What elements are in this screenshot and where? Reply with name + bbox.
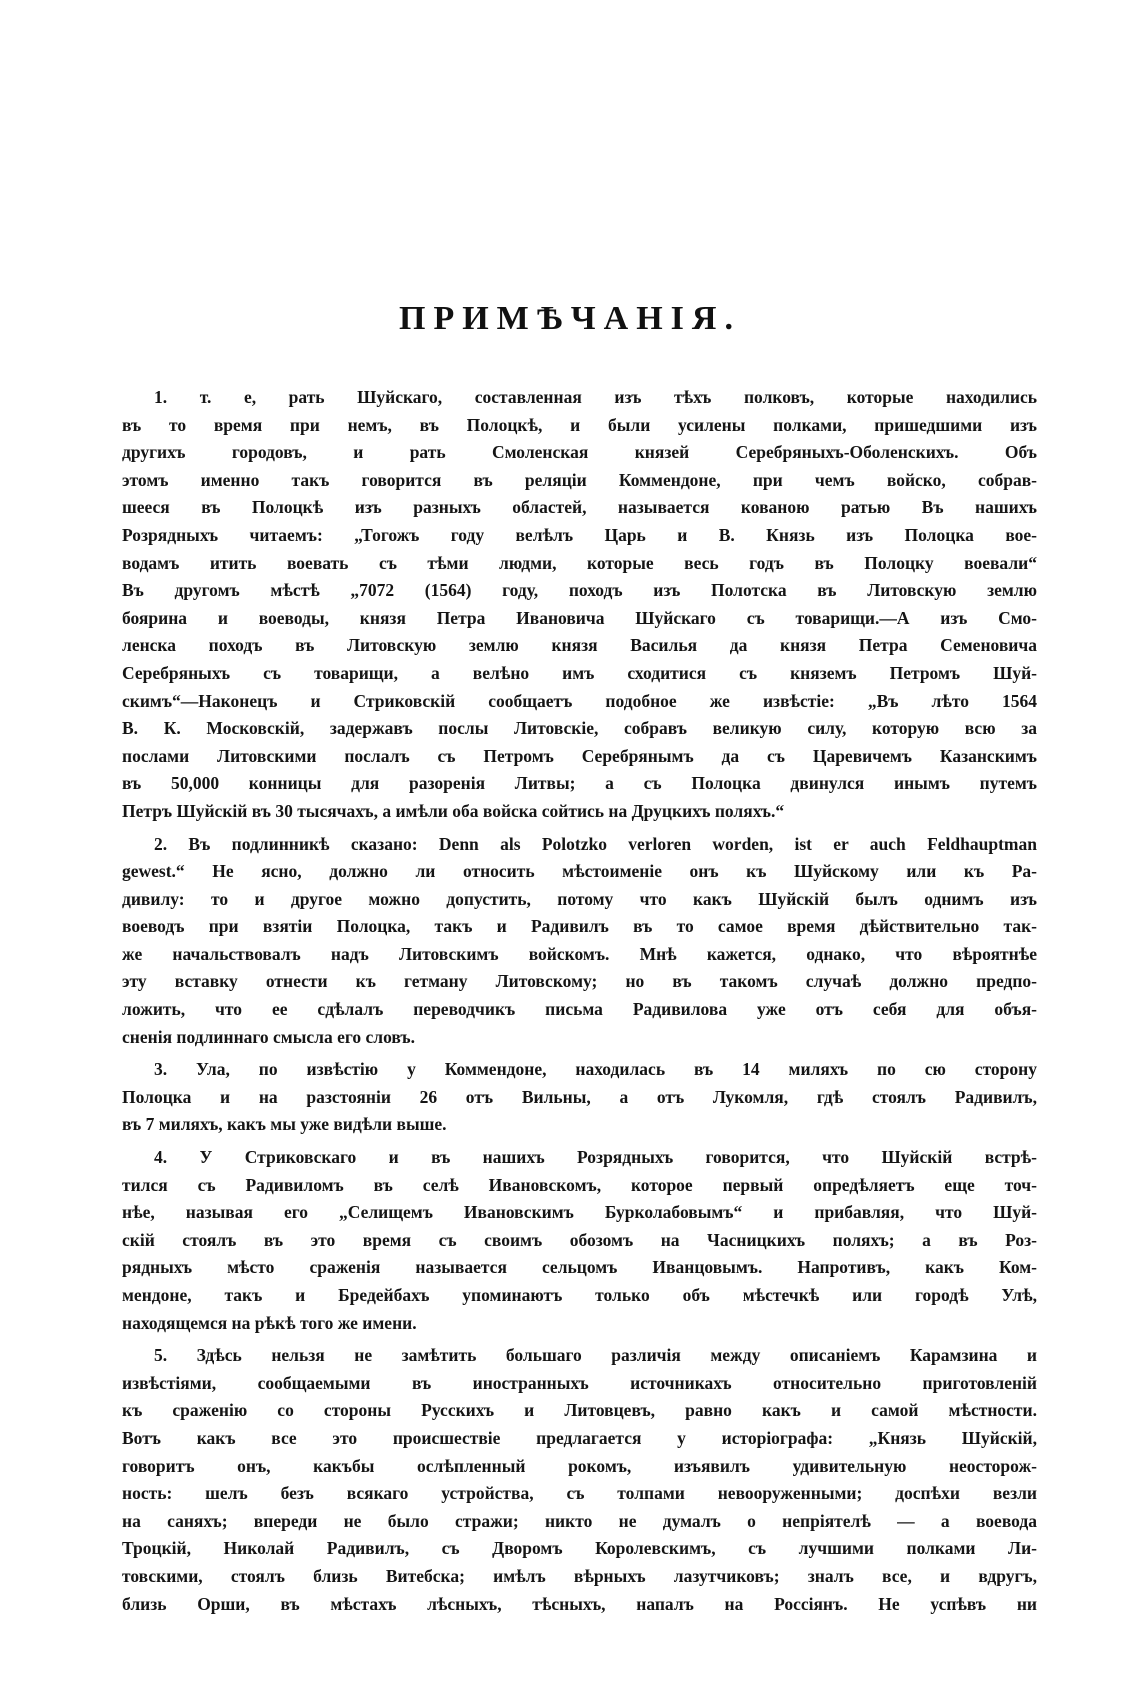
note-line: дивилу: то и другое можно допустить, потому что какъ Шуйскій былъ однимъ изъ bbox=[122, 888, 1037, 909]
note-line: говоритъ онъ, какъбы ослѣпленный рокомъ, изъявилъ удивительную неосторож- bbox=[122, 1455, 1037, 1476]
note-3 bbox=[122, 1056, 1037, 1139]
note-line: Розрядныхъ читаемъ: „Тогожъ году велѣлъ Царь и В. Князь изъ Полоцка вое- bbox=[122, 524, 1037, 545]
note-line: мендоне, такъ и Бредейбахъ упоминаютъ только объ мѣстечкѣ или городѣ Улѣ, bbox=[122, 1285, 1037, 1305]
note-line: скій стоялъ въ это время съ своимъ обозомъ на Часницкихъ поляхъ; а въ Роз- bbox=[122, 1229, 1037, 1250]
note-line: въ 50,000 конницы для разоренія Литвы; а съ Полоцка двинулся инымъ путемъ bbox=[122, 773, 1037, 794]
note-line: Троцкій, Николай Радивилъ, съ Дворомъ Королевскимъ, съ лучшими полками Ли- bbox=[122, 1538, 1037, 1559]
note-line: ложить, что ее сдѣлалъ переводчикъ письма Радивилова уже отъ себя для объя- bbox=[122, 999, 1037, 1020]
note-line: шееся въ Полоцкѣ изъ разныхъ областей, называется кованою ратью Въ нашихъ bbox=[122, 497, 1037, 518]
note-line: Въ другомъ мѣстѣ „7072 (1564) году, походъ изъ Полотска въ Литовскую землю bbox=[122, 580, 1037, 601]
note-line: сненія подлиннаго смысла его словъ. bbox=[122, 1026, 415, 1047]
note-line: тился съ Радивиломъ въ селѣ Ивановскомъ, которое первый опредѣляетъ еще точ- bbox=[122, 1174, 1037, 1195]
note-2 bbox=[122, 831, 1037, 1052]
note-line: извѣстіями, сообщаемыми въ иностранныхъ источникахъ относительно приготовленій bbox=[122, 1372, 1037, 1393]
note-line: находящемся на рѣкѣ того же имени. bbox=[122, 1312, 417, 1333]
note-line: близь Орши, въ мѣстахъ лѣсныхъ, тѣсныхъ, напалъ на Россіянъ. Не успѣвъ ни bbox=[122, 1593, 1037, 1614]
note-line: Серебряныхъ съ товарищи, а велѣно имъ сходитися съ княземъ Петромъ Шуй- bbox=[122, 662, 1037, 683]
note-line: товскими, стоялъ близь Витебска; имѣлъ вѣрныхъ лазутчиковъ; зналъ все, и вдругъ, bbox=[122, 1565, 1037, 1586]
note-5 bbox=[122, 1342, 1037, 1618]
note-line: въ то время при немъ, въ Полоцкѣ, и были усилены полками, пришедшими изъ bbox=[122, 414, 1037, 435]
note-line: рядныхъ мѣсто сраженія называется сельцомъ Иванцовымъ. Напротивъ, какъ Ком- bbox=[122, 1257, 1037, 1278]
note-line: 2. Въ подлинникѣ сказано: Denn als Polotzko verloren worden, ist er auch Feldhauptman bbox=[154, 833, 1037, 854]
note-line: воеводъ при взятіи Полоцка, такъ и Радивилъ въ то самое время дѣйствительно так- bbox=[122, 916, 1037, 937]
note-4 bbox=[122, 1144, 1037, 1337]
note-line: скимъ“—Наконецъ и Стриковскій сообщаетъ подобное же извѣстіе: „Въ лѣто 1564 bbox=[122, 690, 1037, 711]
note-line: ленска походъ въ Литовскую землю князя Василья да князя Петра Семеновича bbox=[122, 635, 1037, 656]
note-line: 4. У Стриковскаго и въ нашихъ Розрядныхъ говорится, что Шуйскій встрѣ- bbox=[154, 1147, 1037, 1168]
note-line: ность: шелъ безъ всякаго устройства, съ толпами невооруженными; доспѣхи везли bbox=[122, 1483, 1037, 1504]
note-line: Петръ Шуйскій въ 30 тысячахъ, а имѣли оба войска сойтись на Друцкихъ поляхъ.“ bbox=[122, 800, 785, 821]
note-line: на саняхъ; впереди не было стражи; никто не думалъ о непріятелѣ — а воевода bbox=[122, 1510, 1037, 1531]
note-line: В. К. Московскій, задержавъ послы Литовскіе, собравъ великую силу, которую всю за bbox=[122, 718, 1037, 739]
note-line: послами Литовскими послалъ съ Петромъ Серебрянымъ да съ Царевичемъ Казанскимъ bbox=[122, 745, 1037, 766]
note-line: другихъ городовъ, и рать Смоленская князей Серебряныхъ-Оболенскихъ. Объ bbox=[122, 442, 1037, 463]
note-line: этомъ именно такъ говорится въ реляціи Коммендоне, при чемъ войско, собрав- bbox=[122, 469, 1037, 490]
note-line: нѣе, называя его „Селищемъ Ивановскимъ Бурколабовымъ“ и прибавляя, что Шуй- bbox=[122, 1202, 1037, 1223]
note-line: въ 7 миляхъ, какъ мы уже видѣли выше. bbox=[122, 1114, 447, 1135]
note-line: 1. т. е, рать Шуйскаго, составленная изъ тѣхъ полковъ, которые находились bbox=[154, 387, 1037, 407]
note-line: 5. Здѣсь нельзя не замѣтить большаго различія между описаніемъ Карамзина и bbox=[154, 1345, 1037, 1366]
note-line: Полоцка и на разстояніи 26 отъ Вильны, а отъ Лукомля, гдѣ стоялъ Радивилъ, bbox=[122, 1086, 1037, 1107]
notes-section bbox=[122, 384, 1037, 1623]
note-line: эту вставку отнести къ гетману Литовскому; но въ такомъ случаѣ должно предпо- bbox=[122, 971, 1037, 992]
note-line: gewest.“ Не ясно, должно ли относить мѣстоименіе онъ къ Шуйскому или къ Ра- bbox=[122, 861, 1037, 882]
note-line: 3. Ула, по извѣстію у Коммендоне, находилась въ 14 миляхъ по сю сторону bbox=[154, 1059, 1037, 1080]
note-line: же начальствовалъ надъ Литовскимъ войскомъ. Мнѣ кажется, однако, что вѣроятнѣе bbox=[122, 943, 1037, 964]
note-line: Вотъ какъ все это происшествіе предлагается у исторіографа: „Князь Шуйскій, bbox=[122, 1427, 1037, 1448]
note-1 bbox=[122, 384, 1037, 826]
note-line: водамъ итить воевать съ тѣми людми, которые весь годъ въ Полоцку воевали“ bbox=[122, 552, 1037, 573]
note-line: къ сраженію со стороны Русскихъ и Литовцевъ, равно какъ и самой мѣстности. bbox=[122, 1400, 1037, 1421]
page-title: ПРИМѢЧАНІЯ. bbox=[399, 300, 741, 337]
note-line: боярина и воеводы, князя Петра Ивановича Шуйскаго съ товарищи.—А изъ Смо- bbox=[122, 607, 1037, 628]
